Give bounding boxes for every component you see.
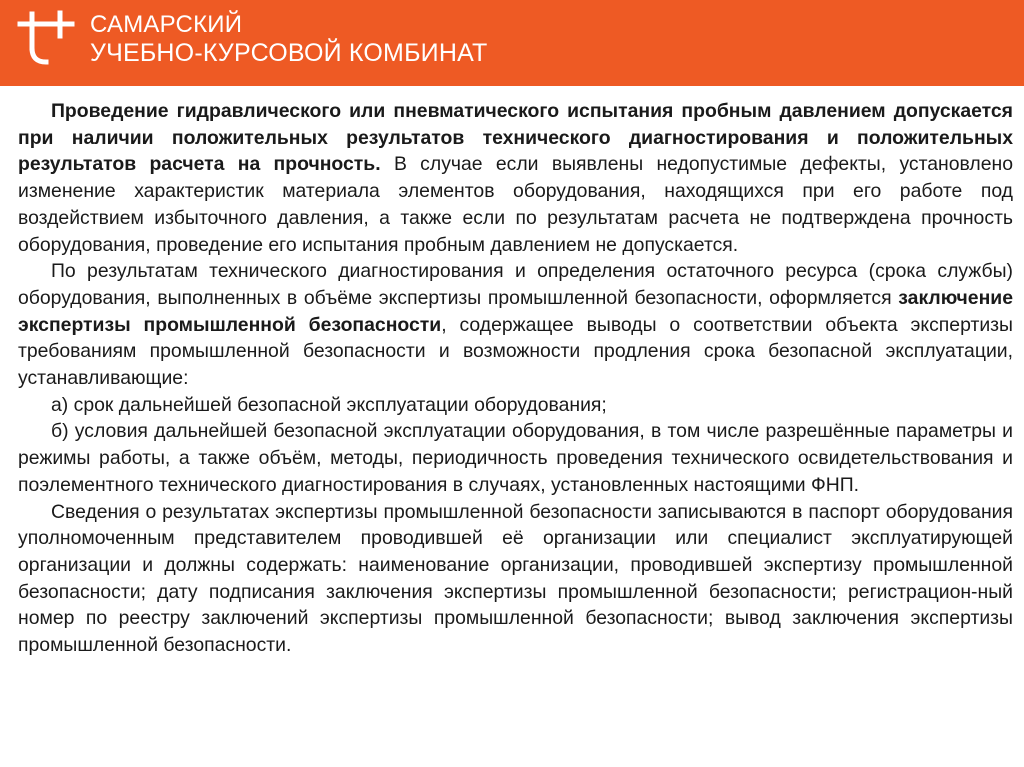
- paragraph-test-conditions: [18, 98, 1013, 258]
- header-bar: [0, 0, 1024, 86]
- paragraph-expert-conclusion-bold: заключение экспертизы промышленной безопасности: [18, 286, 1013, 336]
- company-name: [90, 11, 488, 67]
- paragraph-expert-conclusion: [18, 258, 1013, 392]
- company-name-line2: УЧЕБНО-КУРСОВОЙ КОМБИНАТ: [90, 39, 488, 67]
- tt-logo-icon: [14, 8, 76, 70]
- paragraph-test-conditions-bold: Проведение гидравлического или пневматического испытания пробным давлением допускается при наличии положительных результатов технического диагностирования и положительных результатов расчета на прочность.: [18, 100, 1013, 176]
- list-item-a: а) срок дальнейшей безопасной эксплуатации оборудования;: [51, 393, 607, 416]
- paragraph-passport-records: Сведения о результатах экспертизы промышленной безопасности записываются в паспорт оборудования уполномоченным представителем проводившей её организации или специалист эксплуатирующей организации и должны содержать: наименование организации, проводившей экспертизу промышленной безопасности; дату подписания заключения экспертизы промышленной безопасности; регистрацион-ный номер по реестру заключений экспертизы промышленной безопасности; вывод заключения экспертизы промышленной безопасности.: [18, 500, 1013, 657]
- paragraph-test-conditions-text: В случае если выявлены недопустимые дефекты, установлено изменение характеристик материала элементов оборудования, находящихся при его работе под воздействием избыточного давления, а также если по результатам расчета не подтверждена прочность оборудования, проведение его испытания пробным давлением не допускается.: [18, 153, 1014, 256]
- list-item-b: б) условия дальнейшей безопасной эксплуатации оборудования, в том числе разрешённые параметры и режимы работы, а также объём, методы, периодичность проведения технического освидетельствования и поэлементного технического диагностирования в случаях, установленных настоящими ФНП.: [18, 420, 1013, 496]
- company-name-line1: САМАРСКИЙ: [90, 11, 243, 38]
- slide-body: [18, 98, 1013, 659]
- paragraph-expert-conclusion-pre: По результатам технического диагностирования и определения остаточного ресурса (срока службы) оборудования, выполненных в объёме экспертизы промышленной безопасности, оформляется: [18, 260, 1013, 309]
- paragraph-expert-conclusion-post: , содержащее выводы о соответствии объекта экспертизы требованиям промышленной безопасности и возможности продления срока безопасной эксплуатации, устанавливающие:: [18, 313, 1013, 390]
